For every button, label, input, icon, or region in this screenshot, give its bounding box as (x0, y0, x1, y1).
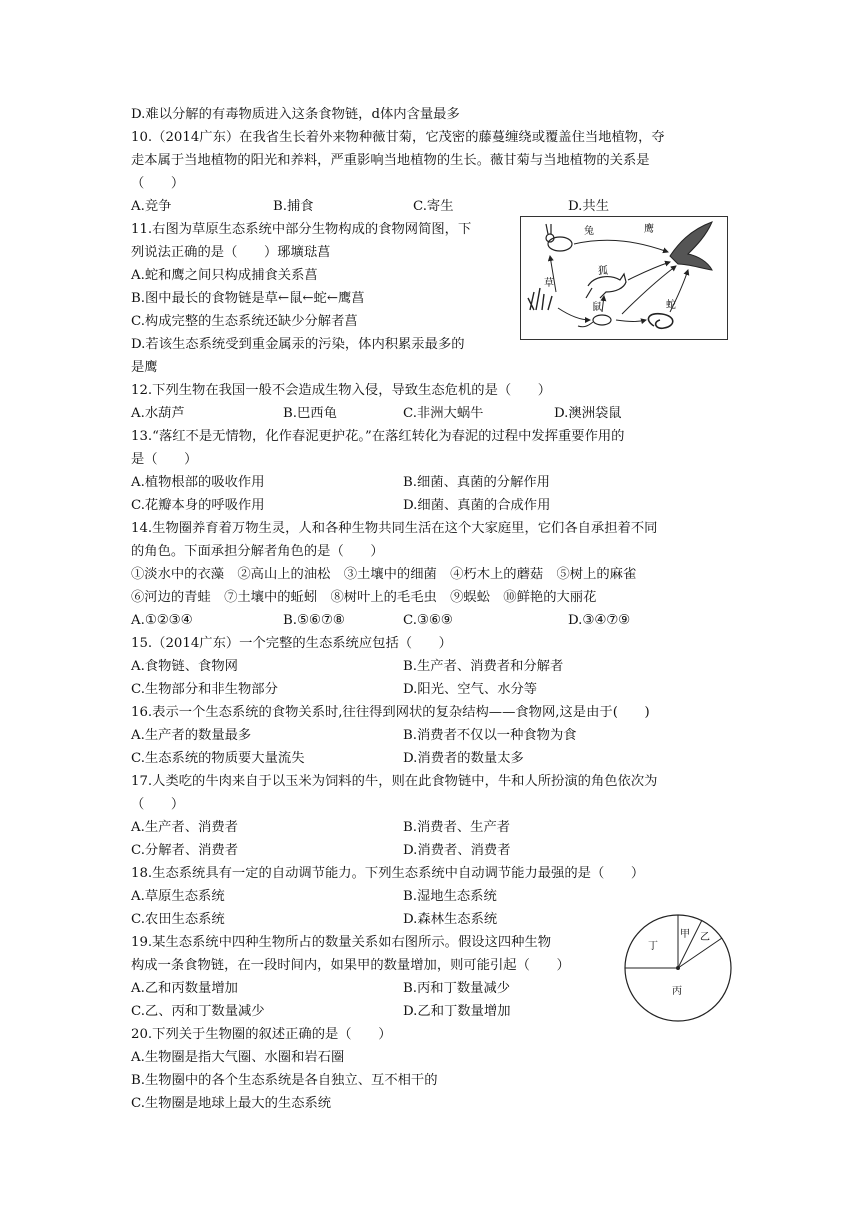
q14-option-b: B.⑤⑥⑦⑧ (283, 613, 345, 628)
q11-option-c: C.构成完整的生态系统还缺少分解者菖 (131, 314, 358, 329)
label-mouse: 鼠 (592, 302, 602, 313)
q20-option-c: C.生物圈是地球上最大的生态系统 (131, 1096, 332, 1111)
label-ding: 丁 (648, 941, 658, 952)
q18-option-a: A.草原生态系统 (131, 889, 225, 904)
label-bing: 丙 (672, 986, 682, 997)
q20-option-b: B.生物圈中的各个生态系统是各自独立、互不相干的 (131, 1073, 438, 1088)
question-11-line-2: 列说法正确的是（ ）琊壙琺菖 (131, 245, 331, 260)
q16-option-a: A.生产者的数量最多 (131, 728, 252, 743)
q15-option-b: B.生产者、消费者和分解者 (403, 659, 564, 674)
question-12: 12.下列生物在我国一般不会造成生物入侵，导致生态危机的是（ ） (131, 383, 552, 398)
q11-option-d-line-1: D.若该生态系统受到重金属汞的污染，体内积累汞最多的 (131, 337, 465, 352)
q11-option-a: A.蛇和鹰之间只构成捕食关系菖 (131, 268, 318, 283)
q17-option-a: A.生产者、消费者 (131, 820, 238, 835)
q14-option-a: A.①②③④ (131, 613, 193, 628)
question-14-items-1: ①淡水中的衣藻 ②高山上的油松 ③土壤中的细菌 ④朽木上的蘑菇 ⑤树上的麻雀 (131, 567, 637, 582)
q16-option-d: D.消费者的数量太多 (403, 751, 524, 766)
q18-option-d: D.森林生态系统 (403, 912, 498, 927)
q12-option-a: A.水葫芦 (131, 406, 185, 421)
food-web-figure (520, 216, 728, 340)
q18-option-b: B.湿地生态系统 (403, 889, 497, 904)
question-10-line-2: 走本属于当地植物的阳光和养料，严重影响当地植物的生长。薇甘菊与当地植物的关系是 (131, 153, 650, 168)
q16-option-b: B.消费者不仅以一种食物为食 (403, 728, 577, 743)
question-13-line-2: 是（ ） (131, 452, 198, 467)
label-yi: 乙 (700, 932, 710, 943)
q12-option-d: D.澳洲袋鼠 (554, 406, 622, 421)
q13-option-a: A.植物根部的吸收作用 (131, 475, 265, 490)
label-jia: 甲 (680, 929, 690, 940)
question-14-items-2: ⑥河边的青蛙 ⑦土壤中的蚯蚓 ⑧树叶上的毛毛虫 ⑨蜈蚣 ⑩鲜艳的大丽花 (131, 590, 597, 605)
q10-option-d: D.共生 (568, 199, 610, 214)
q10-option-c: C.寄生 (413, 199, 454, 214)
q10-option-b: B.捕食 (273, 199, 314, 214)
q12-option-c: C.非洲大蜗牛 (403, 406, 484, 421)
q19-option-c: C.乙、丙和丁数量减少 (131, 1004, 265, 1019)
q17-option-b: B.消费者、生产者 (403, 820, 511, 835)
question-13-line-1: 13.“落红不是无情物，化作春泥更护花。”在落红转化为春泥的过程中发挥重要作用的 (131, 429, 625, 444)
q13-option-b: B.细菌、真菌的分解作用 (403, 475, 550, 490)
q19-option-b: B.丙和丁数量减少 (403, 981, 511, 996)
q18-option-c: C.农田生态系统 (131, 912, 225, 927)
question-17-blank: （ ） (131, 797, 185, 812)
label-snake: 蛇 (666, 300, 676, 311)
q12-option-b: B.巴西龟 (283, 406, 337, 421)
q20-option-a: A.生物圈是指大气圈、水圈和岩石圈 (131, 1050, 345, 1065)
q15-option-c: C.生物部分和非生物部分 (131, 682, 278, 697)
question-20: 20.下列关于生物圈的叙述正确的是（ ） (131, 1027, 392, 1042)
q19-option-a: A.乙和丙数量增加 (131, 981, 238, 996)
q13-option-c: C.花瓣本身的呼吸作用 (131, 498, 265, 513)
q14-option-c: C.③⑥⑨ (403, 613, 453, 628)
q19-option-d: D.乙和丁数量增加 (403, 1004, 511, 1019)
label-rabbit: 兔 (584, 226, 594, 237)
q10-option-a: A.竞争 (131, 199, 172, 214)
q11-option-d-line-2: 是鹰 (131, 360, 158, 375)
question-15: 15.（2014广东）一个完整的生态系统应包括（ ） (131, 636, 452, 651)
question-10-line-1: 10.（2014广东）在我省生长着外来物种薇甘菊，它茂密的藤蔓缠绕或覆盖住当地植物，夺 (131, 130, 665, 145)
question-14-line-2: 的角色。下面承担分解者角色的是（ ） (131, 544, 384, 559)
question-16: 16.表示一个生态系统的食物关系时,往往得到网状的复杂结构——食物网,这是由于( ) (131, 705, 650, 720)
q15-option-a: A.食物链、食物网 (131, 659, 238, 674)
question-17-line-1: 17.人类吃的牛肉来自于以玉米为饲料的牛，则在此食物链中，牛和人所扮演的角色依次为 (131, 774, 658, 789)
population-pie-figure (622, 912, 734, 1024)
question-11-line-1: 11.右图为草原生态系统中部分生物构成的食物网简图，下 (131, 222, 472, 237)
question-14-line-1: 14.生物圈养育着万物生灵，人和各种生物共同生活在这个大家庭里，它们各自承担着不同 (131, 521, 658, 536)
q17-option-d: D.消费者、消费者 (403, 843, 511, 858)
q15-option-d: D.阳光、空气、水分等 (403, 682, 538, 697)
question-10-blank: （ ） (131, 176, 185, 191)
q16-option-c: C.生态系统的物质要大量流失 (131, 751, 305, 766)
label-fox: 狐 (598, 266, 608, 277)
question-19-line-1: 19.某生态系统中四种生物所占的数量关系如右图所示。假设这四种生物 (131, 935, 552, 950)
q14-option-d: D.③④⑦⑨ (568, 613, 631, 628)
q11-option-b: B.图中最长的食物链是草←鼠←蛇←鹰菖 (131, 291, 365, 306)
question-19-line-2: 构成一条食物链，在一段时间内，如果甲的数量增加，则可能引起（ ） (131, 958, 570, 973)
q13-option-d: D.细菌、真菌的合成作用 (403, 498, 551, 513)
q17-option-c: C.分解者、消费者 (131, 843, 239, 858)
option-d-previous: D.难以分解的有毒物质进入这条食物链，d体内含量最多 (131, 107, 460, 122)
label-grass: 草 (544, 278, 554, 289)
question-18: 18.生态系统具有一定的自动调节能力。下列生态系统中自动调节能力最强的是（ ） (131, 866, 645, 881)
label-eagle: 鹰 (644, 224, 654, 235)
